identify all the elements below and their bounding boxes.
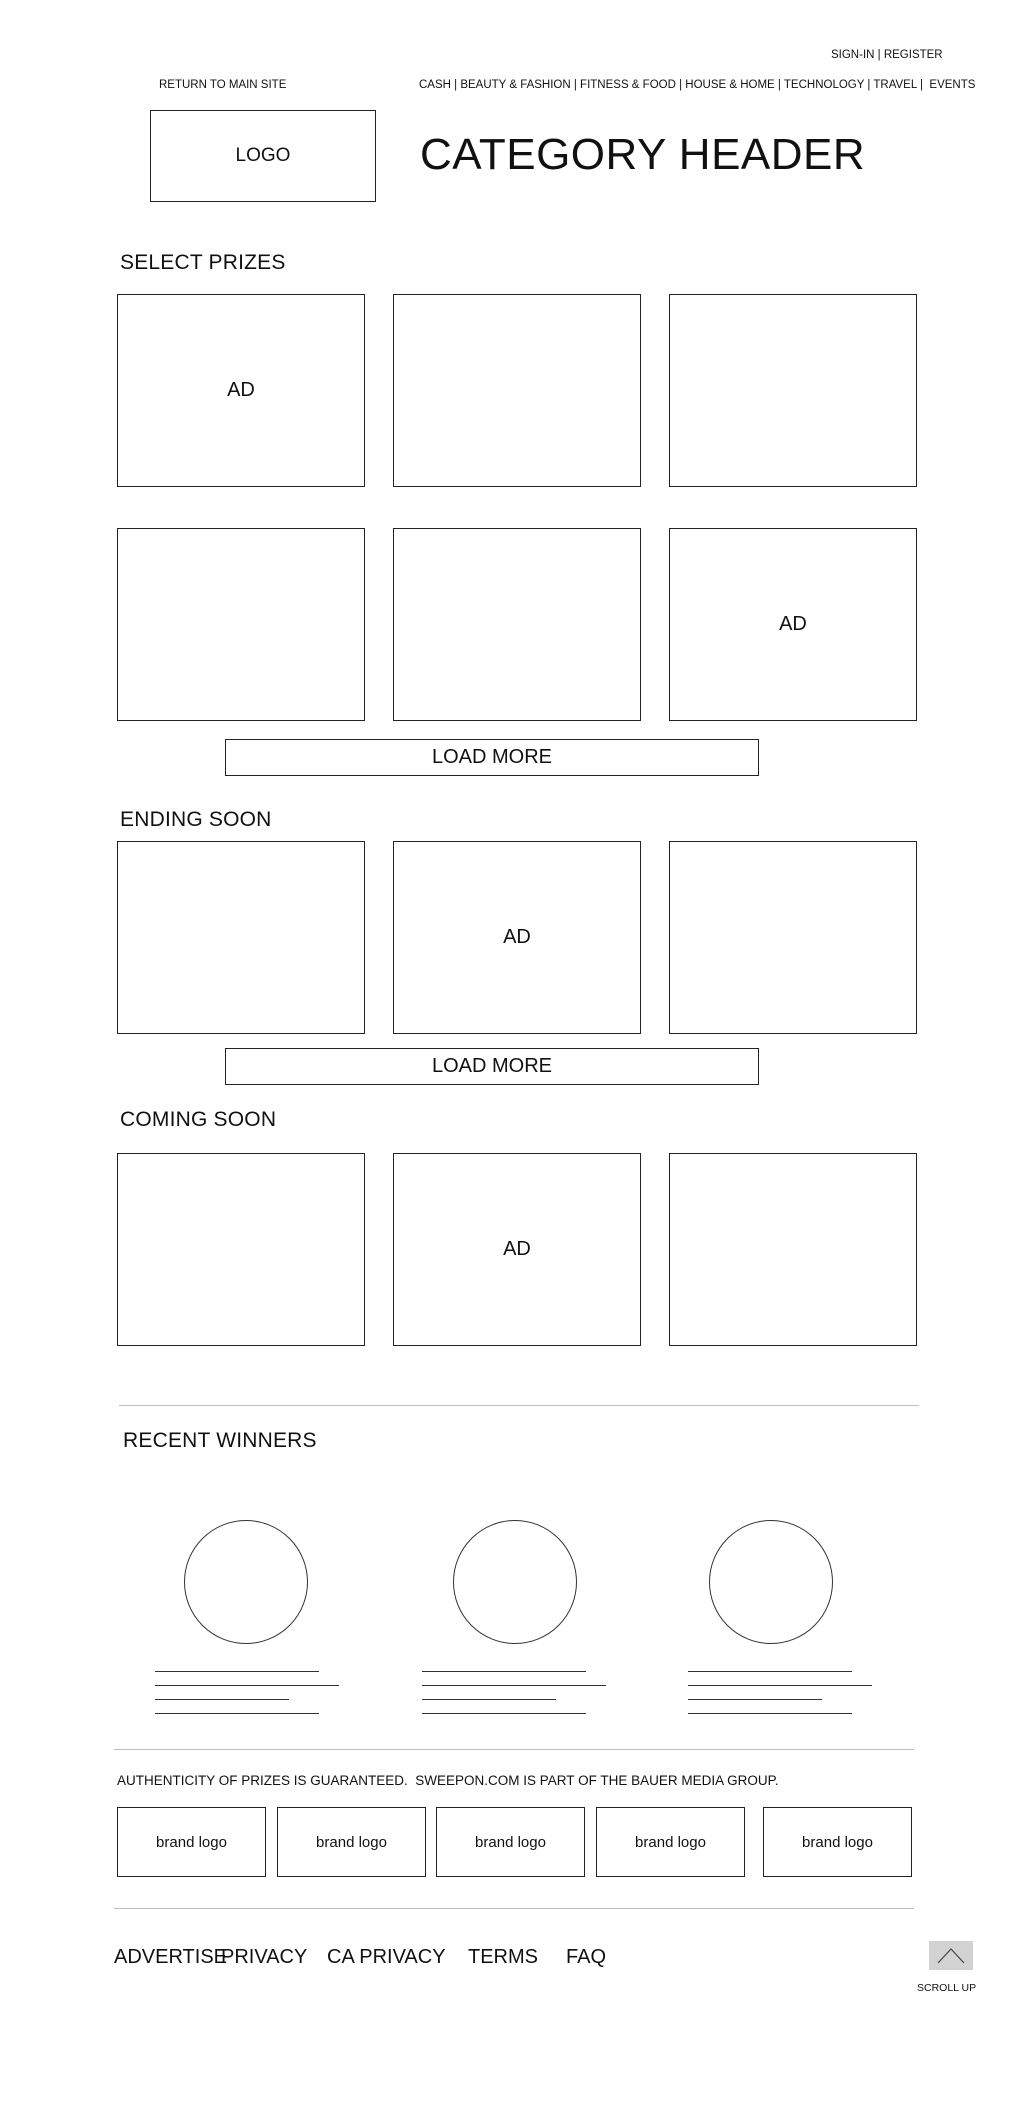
ad-label: AD <box>227 379 255 401</box>
brand-logo[interactable]: brand logo <box>117 1807 266 1877</box>
prize-card[interactable] <box>669 294 917 487</box>
winner-avatar <box>709 1520 833 1644</box>
divider <box>114 1749 914 1750</box>
logo[interactable] <box>150 110 376 202</box>
footer-link-ca-privacy[interactable]: CA PRIVACY <box>327 1946 446 1968</box>
divider <box>114 1908 914 1909</box>
brand-logo[interactable]: brand logo <box>436 1807 585 1877</box>
footer-link-privacy[interactable]: PRIVACY <box>221 1946 308 1968</box>
prize-card[interactable] <box>669 1153 917 1346</box>
scroll-up-label[interactable]: SCROLL UP <box>917 1982 977 1994</box>
section-title-ending-soon: ENDING SOON <box>120 808 272 831</box>
winner-avatar <box>184 1520 308 1644</box>
prize-card[interactable] <box>669 528 917 721</box>
ad-label: AD <box>779 613 807 635</box>
logo-label: LOGO <box>235 145 291 166</box>
prize-card[interactable] <box>669 841 917 1034</box>
scroll-up-button[interactable] <box>929 1941 973 1970</box>
section-title-recent-winners: RECENT WINNERS <box>123 1429 317 1452</box>
ad-label: AD <box>503 1238 531 1260</box>
prize-card[interactable] <box>117 294 365 487</box>
prize-card[interactable] <box>393 1153 641 1346</box>
brand-logo[interactable]: brand logo <box>596 1807 745 1877</box>
prize-card[interactable] <box>117 841 365 1034</box>
divider <box>119 1405 919 1406</box>
return-to-main-site-link[interactable]: RETURN TO MAIN SITE <box>159 79 287 91</box>
category-nav[interactable]: CASH | BEAUTY & FASHION | FITNESS & FOOD | HOUSE & HOME | TECHNOLOGY | TRAVEL | EVENTS <box>419 79 976 91</box>
sign-in-register-link[interactable]: SIGN-IN | REGISTER <box>831 49 943 61</box>
ad-label: AD <box>503 926 531 948</box>
load-more-button[interactable]: LOAD MORE <box>225 739 759 776</box>
prize-card[interactable] <box>393 294 641 487</box>
up-arrow-icon <box>929 1941 973 1970</box>
footer-link-terms[interactable]: TERMS <box>468 1946 538 1968</box>
authenticity-text: AUTHENTICITY OF PRIZES IS GUARANTEED. SWEEPON.COM IS PART OF THE BAUER MEDIA GROUP. <box>117 1773 779 1788</box>
prize-card[interactable] <box>117 1153 365 1346</box>
category-header: CATEGORY HEADER <box>420 130 866 179</box>
footer-link-advertise[interactable]: ADVERTISE <box>114 1946 227 1968</box>
prize-card[interactable] <box>117 528 365 721</box>
footer-link-faq[interactable]: FAQ <box>566 1946 607 1968</box>
brand-logo[interactable]: brand logo <box>763 1807 912 1877</box>
section-title-coming-soon: COMING SOON <box>120 1108 277 1131</box>
prize-card[interactable] <box>393 528 641 721</box>
load-more-button[interactable]: LOAD MORE <box>225 1048 759 1085</box>
section-title-select-prizes: SELECT PRIZES <box>120 251 286 274</box>
brand-logo[interactable]: brand logo <box>277 1807 426 1877</box>
winner-avatar <box>453 1520 577 1644</box>
prize-card[interactable] <box>393 841 641 1034</box>
